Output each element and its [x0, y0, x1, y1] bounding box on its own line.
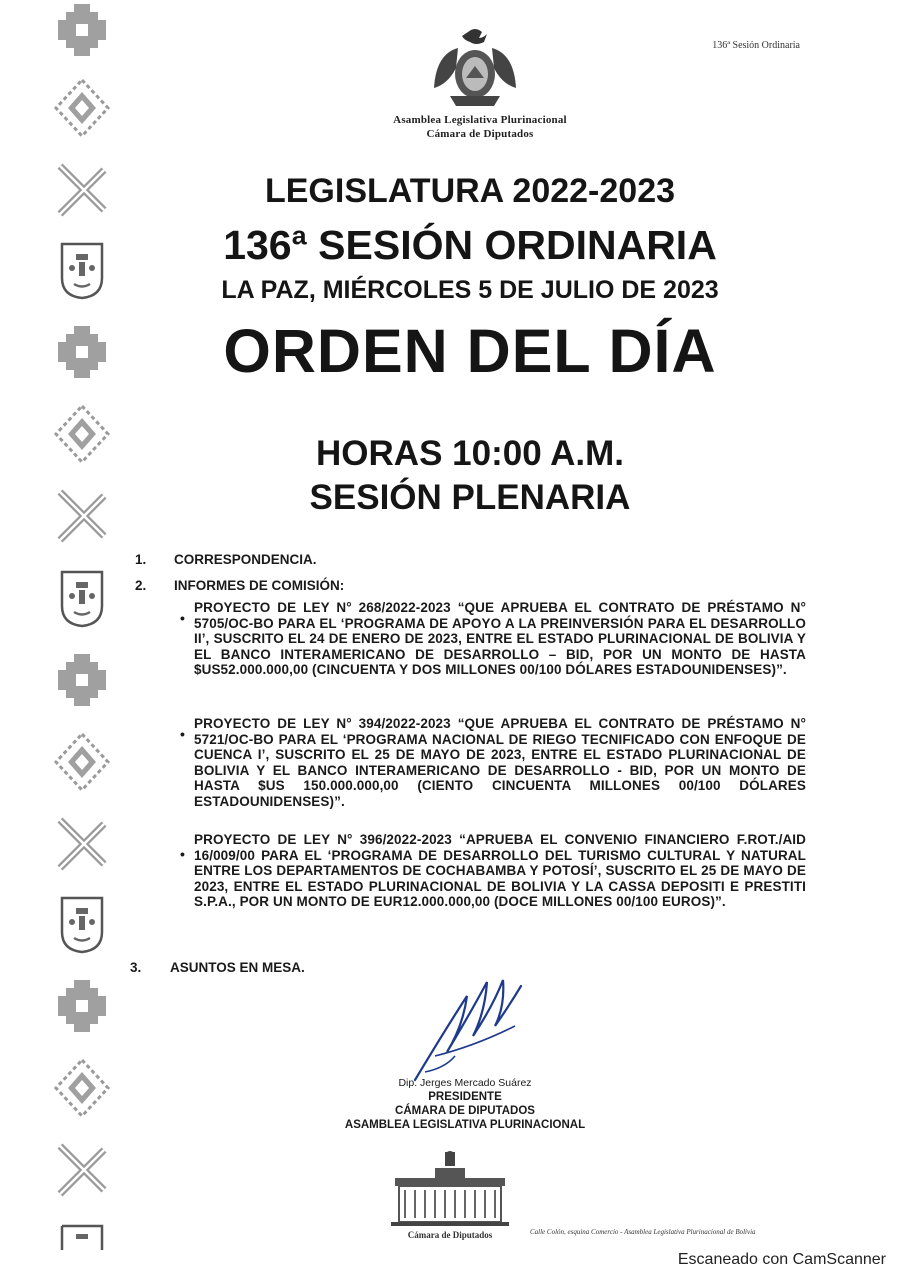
page-title: ORDEN DEL DÍA — [223, 317, 717, 385]
session-title: 136ª SESIÓN ORDINARIA — [223, 222, 717, 268]
diamond-pattern-icon — [50, 1058, 114, 1118]
diamond-pattern-icon — [50, 404, 114, 464]
item-text: INFORMES DE COMISIÓN: — [174, 578, 345, 593]
item-number: 1. — [135, 552, 147, 567]
place-date: LA PAZ, MIÉRCOLES 5 DE JULIO DE 2023 — [221, 276, 719, 304]
session-reference: 136ª Sesión Ordinaria — [712, 40, 800, 51]
item-text: ASUNTOS EN MESA. — [170, 960, 305, 975]
bill-item: PROYECTO DE LEY N° 394/2022-2023 “QUE APRUEBA EL CONTRATO DE PRÉSTAMO N° 5721/OC-BO PARA EL ‘PROGRAMA NACIONAL DE RIEGO TECNIFICADO CON ENFOQUE DE CUENCA I’, SUSCRITO EL 25 DE MAYO DE 2023, ENTRE EL ESTADO PLURINACIONAL DE BOLIVIA Y EL BANCO INTERAMERICANO DE DESARROLLO - BID, POR UN MONTO DE HASTA $US 150.000.000,00 (CIENTO CINCUENTA MILLONES 00/100 DÓLARES ESTADOUNIDENSES)”. — [194, 716, 806, 809]
item-text: CORRESPONDENCIA. — [174, 552, 317, 567]
face-mask-icon — [50, 894, 114, 954]
chamber-name: Cámara de Diputados — [426, 128, 534, 140]
face-mask-icon — [50, 240, 114, 300]
handwritten-signature — [395, 968, 545, 1088]
decorative-sidebar — [38, 0, 128, 1260]
diamond-pattern-icon — [50, 732, 114, 792]
signer-assembly: ASAMBLEA LEGISLATIVA PLURINACIONAL — [344, 1119, 586, 1131]
legislature-title: LEGISLATURA 2022-2023 — [264, 172, 676, 210]
bill-item: PROYECTO DE LEY N° 396/2022-2023 “APRUEBA EL CONVENIO FINANCIERO F.ROT./AID 16/009/00 PARA EL ‘PROGRAMA DE DESARROLLO DEL TURISMO CULTURAL Y NATURAL ENTRE LOS DEPARTAMENTOS DE COCHABAMBA Y POTOSÍ’, SUSCRITO EL 25 DE MAYO DE 2023, ENTRE EL ESTADO PLURINACIONAL DE BOLIVIA Y LA CASSA DEPOSITI E PRESTITI S.P.A., POR UN MONTO DE EUR12.000.000,00 (DOCE MILLONES 00/100 EUROS)”. — [194, 832, 806, 910]
bullet-icon: • — [180, 726, 185, 742]
stepped-cross-icon — [50, 0, 114, 60]
footer-address: Calle Colón, esquina Comercio - Asamblea Legislativa Plurinacional de Bolivia — [530, 1228, 756, 1236]
cross-knot-icon — [50, 160, 114, 220]
coat-of-arms-icon — [428, 26, 522, 110]
stepped-cross-icon — [50, 976, 114, 1036]
item-number: 2. — [135, 578, 147, 593]
building-caption: Cámara de Diputados — [407, 1230, 493, 1240]
signer-role: PRESIDENTE — [428, 1091, 502, 1103]
bill-item: PROYECTO DE LEY N° 268/2022-2023 “QUE APRUEBA EL CONTRATO DE PRÉSTAMO N° 5705/OC-BO PARA EL ‘PROGRAMA DE APOYO A LA PREINVERSIÓN PARA EL DESARROLLO II’, SUSCRITO EL 24 DE ENERO DE 2023, ENTRE EL ESTADO PLURINACIONAL DE BOLIVIA Y EL BANCO INTERAMERICANO DE DESARROLLO – BID, POR UN MONTO DE HASTA $US52.000.000,00 (CINCUENTA Y DOS MILLONES 00/100 DÓLARES ESTADOUNIDENSES)”. — [194, 600, 806, 678]
cross-knot-icon — [50, 486, 114, 546]
bullet-icon: • — [180, 610, 185, 626]
institution-name: Asamblea Legislativa Plurinacional — [393, 114, 567, 126]
cross-knot-icon — [50, 1140, 114, 1200]
signer-name: Dip. Jerges Mercado Suárez — [398, 1077, 532, 1089]
face-mask-icon — [50, 568, 114, 628]
face-mask-icon — [50, 1222, 114, 1250]
signer-chamber: CÁMARA DE DIPUTADOS — [395, 1105, 535, 1117]
cross-knot-icon — [50, 814, 114, 874]
session-kind: SESIÓN PLENARIA — [309, 478, 631, 517]
item-number: 3. — [130, 960, 142, 975]
diamond-pattern-icon — [50, 78, 114, 138]
scanner-watermark: Escaneado con CamScanner — [677, 1251, 886, 1268]
building-logo-icon — [385, 1146, 515, 1242]
session-time: HORAS 10:00 A.M. — [316, 434, 624, 473]
stepped-cross-icon — [50, 650, 114, 710]
signature-block — [300, 1076, 630, 1132]
stepped-cross-icon — [50, 322, 114, 382]
bullet-icon: • — [180, 846, 185, 862]
